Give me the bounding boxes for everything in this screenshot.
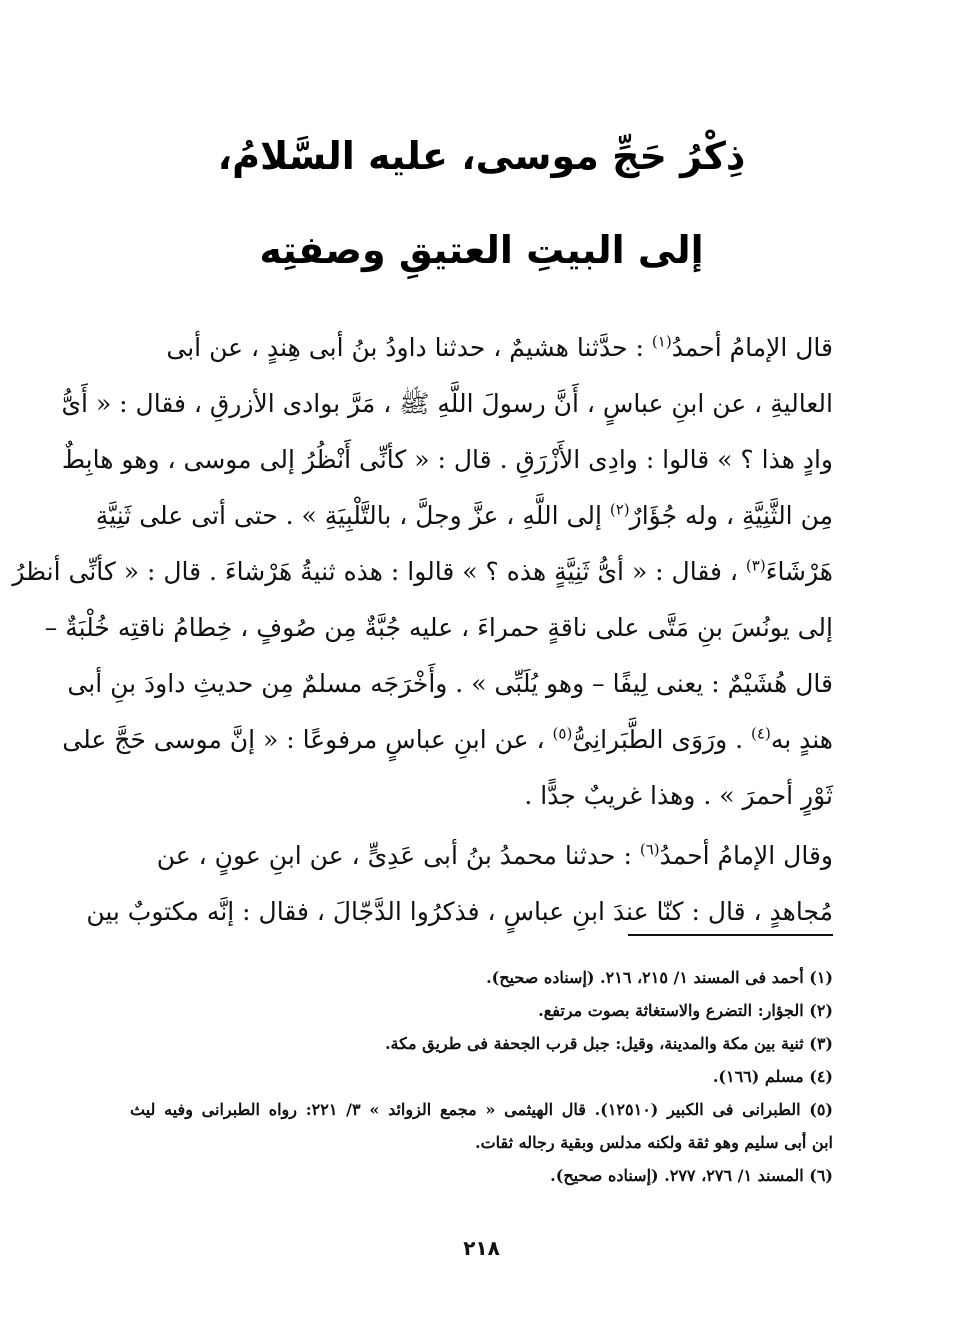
page-number: ٢١٨ bbox=[463, 1236, 500, 1260]
text-run: : حدَّثنا هشيمٌ ، حدثنا داودُ بنُ أبى هِندٍ ، عن أبى bbox=[166, 333, 652, 362]
paragraph-2-line-1 bbox=[156, 828, 833, 884]
footnote-1: (١) أحمد فى المسند ١/ ٢١٥، ٢١٦. (إسناده صحيح). bbox=[486, 968, 833, 987]
footnote-3: (٣) ثنية بين مكة والمدينة، وقيل: جبل قرب الجحفة فى طريق مكة. bbox=[384, 1034, 833, 1053]
paragraph-1-line-6: إلى يونُسَ بنِ مَتَّى على ناقةٍ حمراءَ ، عليه جُبَّةٌ مِن صُوفٍ ، خِطامُ ناقتِه خُلْبَةٌ – bbox=[44, 613, 833, 642]
paragraph-1-line-7: قال هُشَيْمٌ : يعنى لِيفًا – وهو يُلَبِّى » . وأَخْرَجَه مسلمٌ مِن حديثِ داودَ بنِ أبى bbox=[67, 669, 833, 698]
footnote-5: (٥) الطبرانى فى الكبير (١٢٥١٠). قال الهيثمى « مجمع الزوائد » ٣/ ٢٢١: رواه الطبرانى وفيه ليث bbox=[130, 1100, 833, 1119]
footnote-ref-5[interactable]: (٥) bbox=[552, 724, 573, 743]
footnote-ref-3[interactable]: (٣) bbox=[745, 556, 766, 575]
paragraph-1-line-5 bbox=[12, 544, 833, 600]
text-run: إلى اللَّهِ ، عزَّ وجلَّ ، بالتَّلْبِيَةِ » . حتى أتى على ثَنِيَّةِ bbox=[95, 501, 610, 530]
footnote-ref-6[interactable]: (٦) bbox=[639, 840, 660, 859]
paragraph-1-line-2: العاليةِ ، عن ابنِ عباسٍ ، أَنَّ رسولَ اللَّهِ ﷺ ، مَرَّ بوادى الأزرقِ ، فقال : « أَىُّ bbox=[61, 389, 833, 418]
footnote-2: (٢) الجؤار: التضرع والاستغاثة بصوت مرتفع. bbox=[538, 1001, 833, 1020]
paragraph-1-line-1 bbox=[168, 320, 833, 376]
footnote-5-continued: ابن أبى سليم وهو ثقة ولكنه مدلس وبقية رجاله ثقات. bbox=[475, 1133, 833, 1152]
chapter-title-line-2: إلى البيتِ العتيقِ وصفتِه bbox=[259, 228, 704, 272]
text-run: قال الإمامُ أحمدُ bbox=[671, 333, 833, 362]
footnote-ref-1[interactable]: (١) bbox=[651, 332, 672, 351]
text-run: هَرْشَاءَ bbox=[765, 557, 833, 586]
paragraph-2-line-2: مُجاهدٍ ، قال : كنّا عندَ ابنِ عباسٍ ، فذكرُوا الدَّجّالَ ، فقال : إنَّه مكتوبٌ بين bbox=[86, 897, 833, 926]
text-run: . ورَوَى الطَّبَرانِىُّ bbox=[572, 725, 752, 754]
paragraph-1-line-4 bbox=[95, 488, 833, 544]
text-run: : حدثنا محمدُ بنُ أبى عَدِىٍّ ، عن ابنِ عونٍ ، عن bbox=[156, 841, 640, 870]
text-run: ، فقال : « أىُّ ثَنِيَّةٍ هذه ؟ » قالوا : هذه ثنيةُ هَرْشاءَ . قال : « كأنِّى أنظرُ bbox=[12, 557, 746, 586]
paragraph-1-line-8 bbox=[62, 712, 833, 768]
text-run: ، عن ابنِ عباسٍ مرفوعًا : « إنَّ موسى حَجَّ على bbox=[62, 725, 553, 754]
text-run: هندٍ به bbox=[770, 725, 833, 754]
footnote-4: (٤) مسلم (١٦٦). bbox=[712, 1067, 833, 1086]
paragraph-1-line-9: ثَوْرٍ أحمرَ » . وهذا غريبٌ جدًّا . bbox=[524, 781, 833, 810]
chapter-title-line-1: ذِكْرُ حَجِّ موسى، عليه السَّلامُ، bbox=[217, 134, 746, 178]
footnote-6: (٦) المسند ١/ ٢٧٦، ٢٧٧. (إسناده صحيح). bbox=[550, 1166, 833, 1185]
footnote-separator bbox=[628, 934, 833, 936]
text-run: مِن الثَّنِيَّةِ ، وله جُؤَارٌ bbox=[629, 501, 833, 530]
text-run: وقال الإمامُ أحمدُ bbox=[659, 841, 833, 870]
paragraph-1-line-3: وادٍ هذا ؟ » قالوا : وادِى الأَزْرَقِ . قال : « كأنِّى أَنْظُرُ إلى موسى ، وهو هابِطٌ bbox=[61, 445, 833, 474]
footnote-ref-2[interactable]: (٢) bbox=[609, 500, 630, 519]
footnote-ref-4[interactable]: (٤) bbox=[751, 724, 771, 743]
